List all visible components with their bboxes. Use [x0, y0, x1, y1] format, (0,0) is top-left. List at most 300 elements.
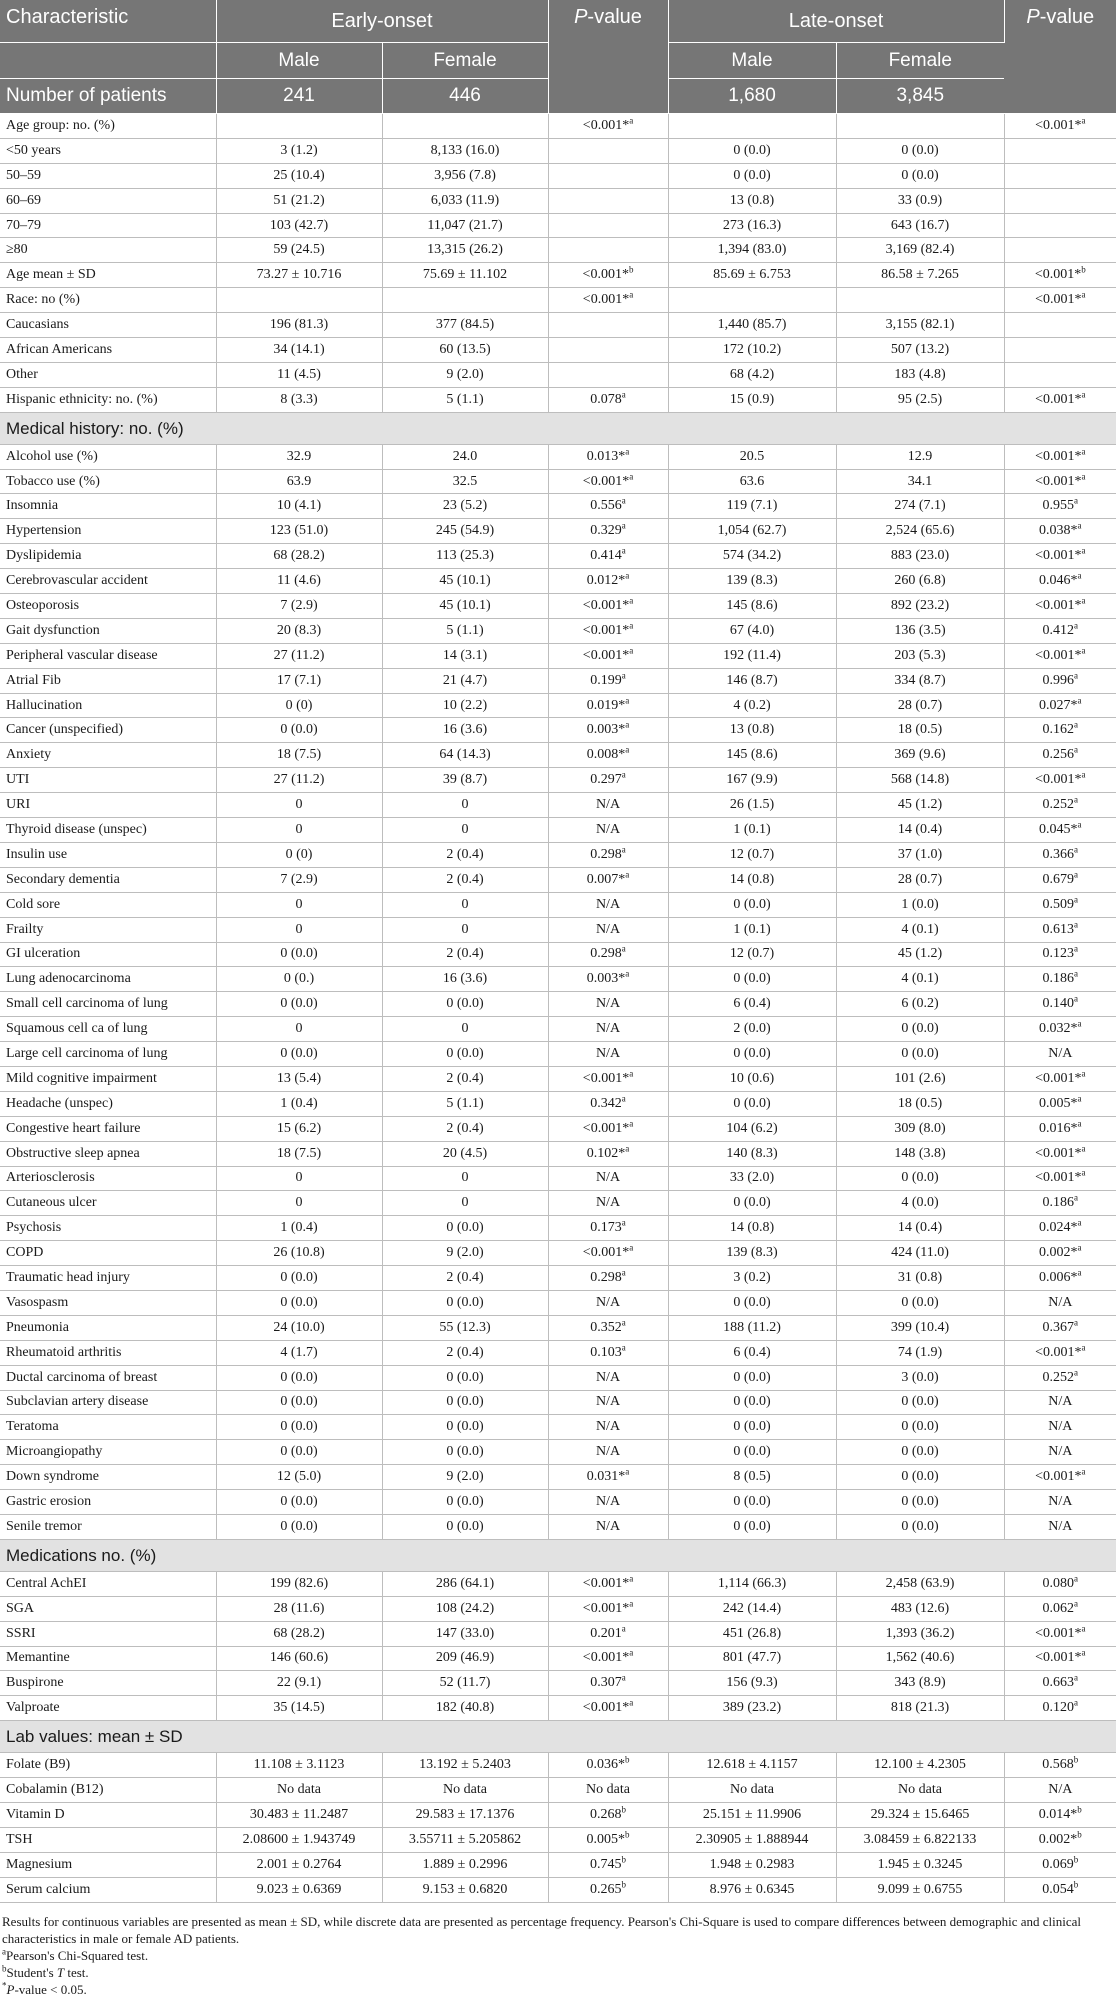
early-p-value-cell: N/A	[548, 1166, 668, 1191]
row-label: 70–79	[0, 213, 216, 238]
row-label: Dyslipidemia	[0, 544, 216, 569]
late-p-value-cell: <0.001*$^a$	[1004, 387, 1116, 412]
early-p-value-cell: 0.297$^a$	[548, 768, 668, 793]
table-row	[0, 544, 1116, 569]
footnote-main: Results for continuous variables are presented as mean ± SD, while discrete data are presented as percentage frequency. Pearson's Chi-Square is used to compare differences between demographic and clinical characteristics in male or female AD patients.	[2, 1913, 1082, 1946]
late-p-value-cell: 0.663$^a$	[1004, 1671, 1116, 1696]
late-male-cell: 1 (0.1)	[668, 917, 836, 942]
row-label: Obstructive sleep apnea	[0, 1141, 216, 1166]
early-male-cell: 103 (42.7)	[216, 213, 382, 238]
early-p-value-cell: N/A	[548, 793, 668, 818]
early-female-cell: 0	[382, 892, 548, 917]
table-row	[0, 867, 1116, 892]
early-male-cell: 7 (2.9)	[216, 594, 382, 619]
row-label: Valproate	[0, 1696, 216, 1721]
late-female-cell: 45 (1.2)	[836, 793, 1004, 818]
late-p-value-cell: 0.014*$^b$	[1004, 1803, 1116, 1828]
late-male-cell: 0 (0.0)	[668, 1191, 836, 1216]
early-female-cell: 9 (2.0)	[382, 362, 548, 387]
early-female-cell: 5 (1.1)	[382, 1091, 548, 1116]
table-row	[0, 892, 1116, 917]
late-female-cell: 0 (0.0)	[836, 1514, 1004, 1539]
early-male-cell: 2.001 ± 0.2764	[216, 1852, 382, 1877]
early-p-value-cell	[548, 188, 668, 213]
late-p-value-cell: <0.001*$^a$	[1004, 1646, 1116, 1671]
section-row	[0, 1721, 1116, 1753]
early-male-cell: 73.27 ± 10.716	[216, 263, 382, 288]
late-p-value-cell: 0.123$^a$	[1004, 942, 1116, 967]
early-female-cell: 209 (46.9)	[382, 1646, 548, 1671]
table-row	[0, 444, 1116, 469]
late-p-value-cell: 0.006*$^a$	[1004, 1266, 1116, 1291]
early-p-value-cell: 0.352$^a$	[548, 1315, 668, 1340]
row-label: Hispanic ethnicity: no. (%)	[0, 387, 216, 412]
late-female-cell: 309 (8.0)	[836, 1116, 1004, 1141]
table-row	[0, 338, 1116, 363]
row-label: GI ulceration	[0, 942, 216, 967]
early-p-value-cell: <0.001*$^a$	[548, 1116, 668, 1141]
row-label: Tobacco use (%)	[0, 469, 216, 494]
late-female-cell: 892 (23.2)	[836, 594, 1004, 619]
early-female-cell: 75.69 ± 11.102	[382, 263, 548, 288]
early-p-value-cell	[548, 313, 668, 338]
table-footnotes	[0, 1903, 1116, 1998]
table-row	[0, 1440, 1116, 1465]
early-p-value-cell: 0.003*$^a$	[548, 967, 668, 992]
early-female-cell: 0	[382, 818, 548, 843]
table-row	[0, 1216, 1116, 1241]
late-female-cell: 12.100 ± 4.2305	[836, 1753, 1004, 1778]
late-p-value-cell: <0.001*$^a$	[1004, 1621, 1116, 1646]
table-row	[0, 494, 1116, 519]
early-male-cell: 51 (21.2)	[216, 188, 382, 213]
row-label: Pneumonia	[0, 1315, 216, 1340]
table-row	[0, 693, 1116, 718]
late-female-cell	[836, 288, 1004, 313]
table-row	[0, 213, 1116, 238]
early-female-cell: 6,033 (11.9)	[382, 188, 548, 213]
early-male-cell: 0	[216, 917, 382, 942]
early-female-cell: 377 (84.5)	[382, 313, 548, 338]
early-p-value-cell: N/A	[548, 1490, 668, 1515]
header-blank	[0, 43, 216, 79]
late-male-cell: 8 (0.5)	[668, 1465, 836, 1490]
late-female-cell: 1.945 ± 0.3245	[836, 1852, 1004, 1877]
early-p-value-cell: N/A	[548, 1191, 668, 1216]
early-male-cell: 9.023 ± 0.6369	[216, 1877, 382, 1902]
early-p-value-cell: N/A	[548, 818, 668, 843]
late-p-value-cell	[1004, 213, 1116, 238]
early-male-cell: 27 (11.2)	[216, 768, 382, 793]
row-label: 50–59	[0, 163, 216, 188]
early-male-cell: 59 (24.5)	[216, 238, 382, 263]
late-male-cell: 0 (0.0)	[668, 892, 836, 917]
late-male-cell: 1,114 (66.3)	[668, 1571, 836, 1596]
early-male-cell: 0	[216, 793, 382, 818]
early-female-cell: 0 (0.0)	[382, 1440, 548, 1465]
early-male-cell: 146 (60.6)	[216, 1646, 382, 1671]
table-row	[0, 1191, 1116, 1216]
late-female-cell: 45 (1.2)	[836, 942, 1004, 967]
late-female-cell: 0 (0.0)	[836, 1166, 1004, 1191]
late-p-value-cell: 0.186$^a$	[1004, 967, 1116, 992]
late-male-cell: 2.30905 ± 1.888944	[668, 1827, 836, 1852]
late-male-cell: 33 (2.0)	[668, 1166, 836, 1191]
row-label: Ductal carcinoma of breast	[0, 1365, 216, 1390]
table-row	[0, 967, 1116, 992]
late-p-value-cell: 0.996$^a$	[1004, 668, 1116, 693]
late-p-value-cell: <0.001*$^a$	[1004, 768, 1116, 793]
early-p-value-cell: <0.001*$^a$	[548, 618, 668, 643]
late-p-value-cell: 0.162$^a$	[1004, 718, 1116, 743]
late-female-cell: 0 (0.0)	[836, 1465, 1004, 1490]
early-male-cell: 11 (4.6)	[216, 569, 382, 594]
early-female-cell: 55 (12.3)	[382, 1315, 548, 1340]
late-p-value-cell: 0.024*$^a$	[1004, 1216, 1116, 1241]
early-male-cell: 68 (28.2)	[216, 1621, 382, 1646]
row-label: Senile tremor	[0, 1514, 216, 1539]
late-male-cell: 242 (14.4)	[668, 1596, 836, 1621]
early-female-cell: 0 (0.0)	[382, 1490, 548, 1515]
early-female-cell: 0	[382, 1017, 548, 1042]
early-p-value-cell: <0.001*$^a$	[548, 1066, 668, 1091]
row-label: Central AchEI	[0, 1571, 216, 1596]
row-label: TSH	[0, 1827, 216, 1852]
row-label: Hypertension	[0, 519, 216, 544]
early-female-cell: 45 (10.1)	[382, 594, 548, 619]
early-male-cell: 1 (0.4)	[216, 1091, 382, 1116]
early-p-value-cell: 0.298$^a$	[548, 1266, 668, 1291]
late-male-cell: 145 (8.6)	[668, 743, 836, 768]
late-p-value-cell: 0.955$^a$	[1004, 494, 1116, 519]
table-row	[0, 1877, 1116, 1902]
early-p-value-cell	[548, 213, 668, 238]
early-female-cell: 0 (0.0)	[382, 1290, 548, 1315]
late-p-value-cell: 0.366$^a$	[1004, 842, 1116, 867]
late-p-value-cell: <0.001*$^a$	[1004, 114, 1116, 139]
late-p-value-cell: 0.002*$^b$	[1004, 1827, 1116, 1852]
late-female-cell: 0 (0.0)	[836, 138, 1004, 163]
early-male-cell: 11 (4.5)	[216, 362, 382, 387]
late-p-value-cell: 0.062$^a$	[1004, 1596, 1116, 1621]
row-label: <50 years	[0, 138, 216, 163]
late-p-value-cell: <0.001*$^a$	[1004, 1141, 1116, 1166]
late-female-cell: 483 (12.6)	[836, 1596, 1004, 1621]
table-row	[0, 718, 1116, 743]
row-label: Secondary dementia	[0, 867, 216, 892]
early-p-value-cell: 0.013*$^a$	[548, 444, 668, 469]
table-row	[0, 1266, 1116, 1291]
table-row	[0, 238, 1116, 263]
table-row	[0, 842, 1116, 867]
early-female-cell: 108 (24.2)	[382, 1596, 548, 1621]
table-row	[0, 1827, 1116, 1852]
late-female-cell: 28 (0.7)	[836, 867, 1004, 892]
row-label: Other	[0, 362, 216, 387]
late-male-cell: 13 (0.8)	[668, 188, 836, 213]
early-male-cell: 63.9	[216, 469, 382, 494]
early-p-value-cell: 0.031*$^a$	[548, 1465, 668, 1490]
early-p-value-cell: 0.329$^a$	[548, 519, 668, 544]
early-female-cell: 0	[382, 793, 548, 818]
table-row	[0, 1290, 1116, 1315]
table-row	[0, 313, 1116, 338]
early-female-cell: 0	[382, 917, 548, 942]
late-p-value-cell: <0.001*$^b$	[1004, 263, 1116, 288]
row-label: Memantine	[0, 1646, 216, 1671]
early-p-value-cell: 0.268$^b$	[548, 1803, 668, 1828]
late-male-cell: 0 (0.0)	[668, 1042, 836, 1067]
early-male-cell: 32.9	[216, 444, 382, 469]
early-p-value-cell: 0.342$^a$	[548, 1091, 668, 1116]
early-p-value-cell: N/A	[548, 892, 668, 917]
late-male-cell: 68 (4.2)	[668, 362, 836, 387]
row-label: Age mean ± SD	[0, 263, 216, 288]
late-female-cell: 148 (3.8)	[836, 1141, 1004, 1166]
early-male-cell: 0 (0.0)	[216, 942, 382, 967]
early-male-cell: 0 (0.0)	[216, 1365, 382, 1390]
row-label: Serum calcium	[0, 1877, 216, 1902]
early-female-cell: 286 (64.1)	[382, 1571, 548, 1596]
early-male-cell: 15 (6.2)	[216, 1116, 382, 1141]
late-male-cell: 12 (0.7)	[668, 942, 836, 967]
early-female-cell: 9 (2.0)	[382, 1465, 548, 1490]
early-female-cell: 9 (2.0)	[382, 1241, 548, 1266]
late-p-value-cell: 0.046*$^a$	[1004, 569, 1116, 594]
row-label: Teratoma	[0, 1415, 216, 1440]
row-label: Alcohol use (%)	[0, 444, 216, 469]
late-female-cell: 1,562 (40.6)	[836, 1646, 1004, 1671]
late-female-cell: 3,169 (82.4)	[836, 238, 1004, 263]
section-row	[0, 1539, 1116, 1571]
late-p-value-cell: 0.679$^a$	[1004, 867, 1116, 892]
early-p-value-cell: N/A	[548, 1017, 668, 1042]
late-female-cell: 12.9	[836, 444, 1004, 469]
early-male-cell: 0 (0.0)	[216, 992, 382, 1017]
late-male-cell: 119 (7.1)	[668, 494, 836, 519]
late-p-value-cell: <0.001*$^a$	[1004, 1066, 1116, 1091]
late-female-cell: 9.099 ± 0.6755	[836, 1877, 1004, 1902]
early-p-value-cell	[548, 163, 668, 188]
early-p-value-cell: 0.019*$^a$	[548, 693, 668, 718]
late-female-cell: 101 (2.6)	[836, 1066, 1004, 1091]
late-female-cell: 0 (0.0)	[836, 1017, 1004, 1042]
early-p-value-cell: N/A	[548, 1042, 668, 1067]
row-label: Down syndrome	[0, 1465, 216, 1490]
early-female-cell: 3.55711 ± 5.205862	[382, 1827, 548, 1852]
late-female-cell: 29.324 ± 15.6465	[836, 1803, 1004, 1828]
early-male-cell: 3 (1.2)	[216, 138, 382, 163]
early-female-cell: 60 (13.5)	[382, 338, 548, 363]
late-male-cell: 192 (11.4)	[668, 643, 836, 668]
late-p-value-cell: <0.001*$^a$	[1004, 1465, 1116, 1490]
early-female-cell: 2 (0.4)	[382, 842, 548, 867]
late-male-cell: 1,394 (83.0)	[668, 238, 836, 263]
early-male-cell: 2.08600 ± 1.943749	[216, 1827, 382, 1852]
early-male-cell: 0 (0)	[216, 842, 382, 867]
table-row	[0, 1042, 1116, 1067]
late-p-value-cell: <0.001*$^a$	[1004, 544, 1116, 569]
early-female-cell: 8,133 (16.0)	[382, 138, 548, 163]
early-male-cell: 68 (28.2)	[216, 544, 382, 569]
row-label: Cutaneous ulcer	[0, 1191, 216, 1216]
late-p-value-cell	[1004, 163, 1116, 188]
early-female-cell: 32.5	[382, 469, 548, 494]
late-female-cell: 274 (7.1)	[836, 494, 1004, 519]
late-male-cell: 389 (23.2)	[668, 1696, 836, 1721]
early-female-cell: 16 (3.6)	[382, 718, 548, 743]
early-male-cell: 11.108 ± 3.1123	[216, 1753, 382, 1778]
table-row	[0, 618, 1116, 643]
early-female-cell: 2 (0.4)	[382, 1116, 548, 1141]
late-male-cell: 14 (0.8)	[668, 867, 836, 892]
late-p-value-cell: N/A	[1004, 1290, 1116, 1315]
early-male-cell: 24 (10.0)	[216, 1315, 382, 1340]
late-male-cell: 67 (4.0)	[668, 618, 836, 643]
late-female-cell: 0 (0.0)	[836, 1490, 1004, 1515]
late-male-cell: 156 (9.3)	[668, 1671, 836, 1696]
early-male-cell: 4 (1.7)	[216, 1340, 382, 1365]
early-female-cell: 21 (4.7)	[382, 668, 548, 693]
late-female-cell: 0 (0.0)	[836, 1390, 1004, 1415]
early-male-cell: 26 (10.8)	[216, 1241, 382, 1266]
early-female-cell: 14 (3.1)	[382, 643, 548, 668]
table-row	[0, 1066, 1116, 1091]
early-p-value-cell: 0.201$^a$	[548, 1621, 668, 1646]
late-female-cell: 507 (13.2)	[836, 338, 1004, 363]
early-p-value-cell: 0.307$^a$	[548, 1671, 668, 1696]
table-row	[0, 1803, 1116, 1828]
late-p-value-cell: 0.120$^a$	[1004, 1696, 1116, 1721]
late-male-cell: 85.69 ± 6.753	[668, 263, 836, 288]
late-p-value-cell: 0.005*$^a$	[1004, 1091, 1116, 1116]
late-male-cell: 8.976 ± 0.6345	[668, 1877, 836, 1902]
early-p-value-cell: N/A	[548, 1514, 668, 1539]
early-p-value-cell	[548, 138, 668, 163]
table-row	[0, 1141, 1116, 1166]
late-male-cell: 20.5	[668, 444, 836, 469]
row-label: SSRI	[0, 1621, 216, 1646]
early-p-value-cell: No data	[548, 1778, 668, 1803]
row-label: Peripheral vascular disease	[0, 643, 216, 668]
late-female-cell: 883 (23.0)	[836, 544, 1004, 569]
late-p-value-cell: 0.509$^a$	[1004, 892, 1116, 917]
late-male-cell: 0 (0.0)	[668, 1490, 836, 1515]
early-p-value-cell: <0.001*$^a$	[548, 114, 668, 139]
early-female-cell: 0 (0.0)	[382, 1216, 548, 1241]
section-row	[0, 412, 1116, 444]
late-p-value-cell: N/A	[1004, 1778, 1116, 1803]
late-female-cell: 28 (0.7)	[836, 693, 1004, 718]
table-row	[0, 1753, 1116, 1778]
early-male-cell: 8 (3.3)	[216, 387, 382, 412]
footnote-star: *P-value < 0.05.	[2, 1980, 87, 1997]
early-male-cell: 0 (0.0)	[216, 1390, 382, 1415]
late-male-cell: 145 (8.6)	[668, 594, 836, 619]
late-male-cell: 0 (0.0)	[668, 1415, 836, 1440]
early-female-cell: 2 (0.4)	[382, 1266, 548, 1291]
early-female-cell: 0 (0.0)	[382, 992, 548, 1017]
late-p-value-cell	[1004, 362, 1116, 387]
table-row	[0, 114, 1116, 139]
late-p-value-cell: 0.054$^b$	[1004, 1877, 1116, 1902]
early-female-cell: 182 (40.8)	[382, 1696, 548, 1721]
early-male-cell: 1 (0.4)	[216, 1216, 382, 1241]
row-label: SGA	[0, 1596, 216, 1621]
early-female-cell: 11,047 (21.7)	[382, 213, 548, 238]
early-female-cell: 2 (0.4)	[382, 867, 548, 892]
early-p-value-cell: <0.001*$^a$	[548, 288, 668, 313]
table-row	[0, 1596, 1116, 1621]
late-p-value-cell: N/A	[1004, 1490, 1116, 1515]
early-p-value-cell: <0.001*$^a$	[548, 643, 668, 668]
early-female-cell: 13,315 (26.2)	[382, 238, 548, 263]
table-row	[0, 1415, 1116, 1440]
header-late-male-n: 1,680	[668, 79, 836, 114]
header-characteristic: Characteristic	[0, 0, 216, 43]
late-p-value-cell: 0.568$^b$	[1004, 1753, 1116, 1778]
table-row	[0, 469, 1116, 494]
late-female-cell: 0 (0.0)	[836, 1042, 1004, 1067]
late-male-cell: 26 (1.5)	[668, 793, 836, 818]
early-female-cell: 0 (0.0)	[382, 1365, 548, 1390]
row-label: Small cell carcinoma of lung	[0, 992, 216, 1017]
late-male-cell: 801 (47.7)	[668, 1646, 836, 1671]
early-female-cell: 245 (54.9)	[382, 519, 548, 544]
early-p-value-cell: N/A	[548, 1415, 668, 1440]
late-male-cell: 10 (0.6)	[668, 1066, 836, 1091]
late-p-value-cell: 0.367$^a$	[1004, 1315, 1116, 1340]
early-male-cell: 199 (82.6)	[216, 1571, 382, 1596]
late-male-cell: 1,054 (62.7)	[668, 519, 836, 544]
row-label: Vasospasm	[0, 1290, 216, 1315]
early-male-cell: 0	[216, 818, 382, 843]
early-p-value-cell: <0.001*$^a$	[548, 1571, 668, 1596]
table-row	[0, 569, 1116, 594]
early-female-cell: 16 (3.6)	[382, 967, 548, 992]
late-male-cell	[668, 114, 836, 139]
row-label: Folate (B9)	[0, 1753, 216, 1778]
late-p-value-cell: <0.001*$^a$	[1004, 1166, 1116, 1191]
late-p-value-cell	[1004, 188, 1116, 213]
early-male-cell: 0 (0.0)	[216, 1266, 382, 1291]
late-male-cell: 188 (11.2)	[668, 1315, 836, 1340]
section-title: Lab values: mean ± SD	[0, 1721, 1116, 1753]
late-p-value-cell: 0.016*$^a$	[1004, 1116, 1116, 1141]
header-early-female: Female	[382, 43, 548, 79]
table-row	[0, 387, 1116, 412]
late-female-cell: 33 (0.9)	[836, 188, 1004, 213]
early-male-cell: 0 (0.0)	[216, 1514, 382, 1539]
early-female-cell: 0 (0.0)	[382, 1390, 548, 1415]
late-p-value-cell: 0.032*$^a$	[1004, 1017, 1116, 1042]
row-label: Arteriosclerosis	[0, 1166, 216, 1191]
early-p-value-cell: N/A	[548, 1440, 668, 1465]
table-row	[0, 1365, 1116, 1390]
late-p-value-cell: 0.613$^a$	[1004, 917, 1116, 942]
early-p-value-cell: N/A	[548, 1365, 668, 1390]
late-female-cell: 31 (0.8)	[836, 1266, 1004, 1291]
early-female-cell: 113 (25.3)	[382, 544, 548, 569]
early-p-value-cell: <0.001*$^b$	[548, 263, 668, 288]
late-male-cell: No data	[668, 1778, 836, 1803]
late-male-cell: 13 (0.8)	[668, 718, 836, 743]
early-p-value-cell: 0.008*$^a$	[548, 743, 668, 768]
row-label: Thyroid disease (unspec)	[0, 818, 216, 843]
late-p-value-cell: 0.252$^a$	[1004, 793, 1116, 818]
late-male-cell: 12.618 ± 4.1157	[668, 1753, 836, 1778]
early-male-cell: 17 (7.1)	[216, 668, 382, 693]
